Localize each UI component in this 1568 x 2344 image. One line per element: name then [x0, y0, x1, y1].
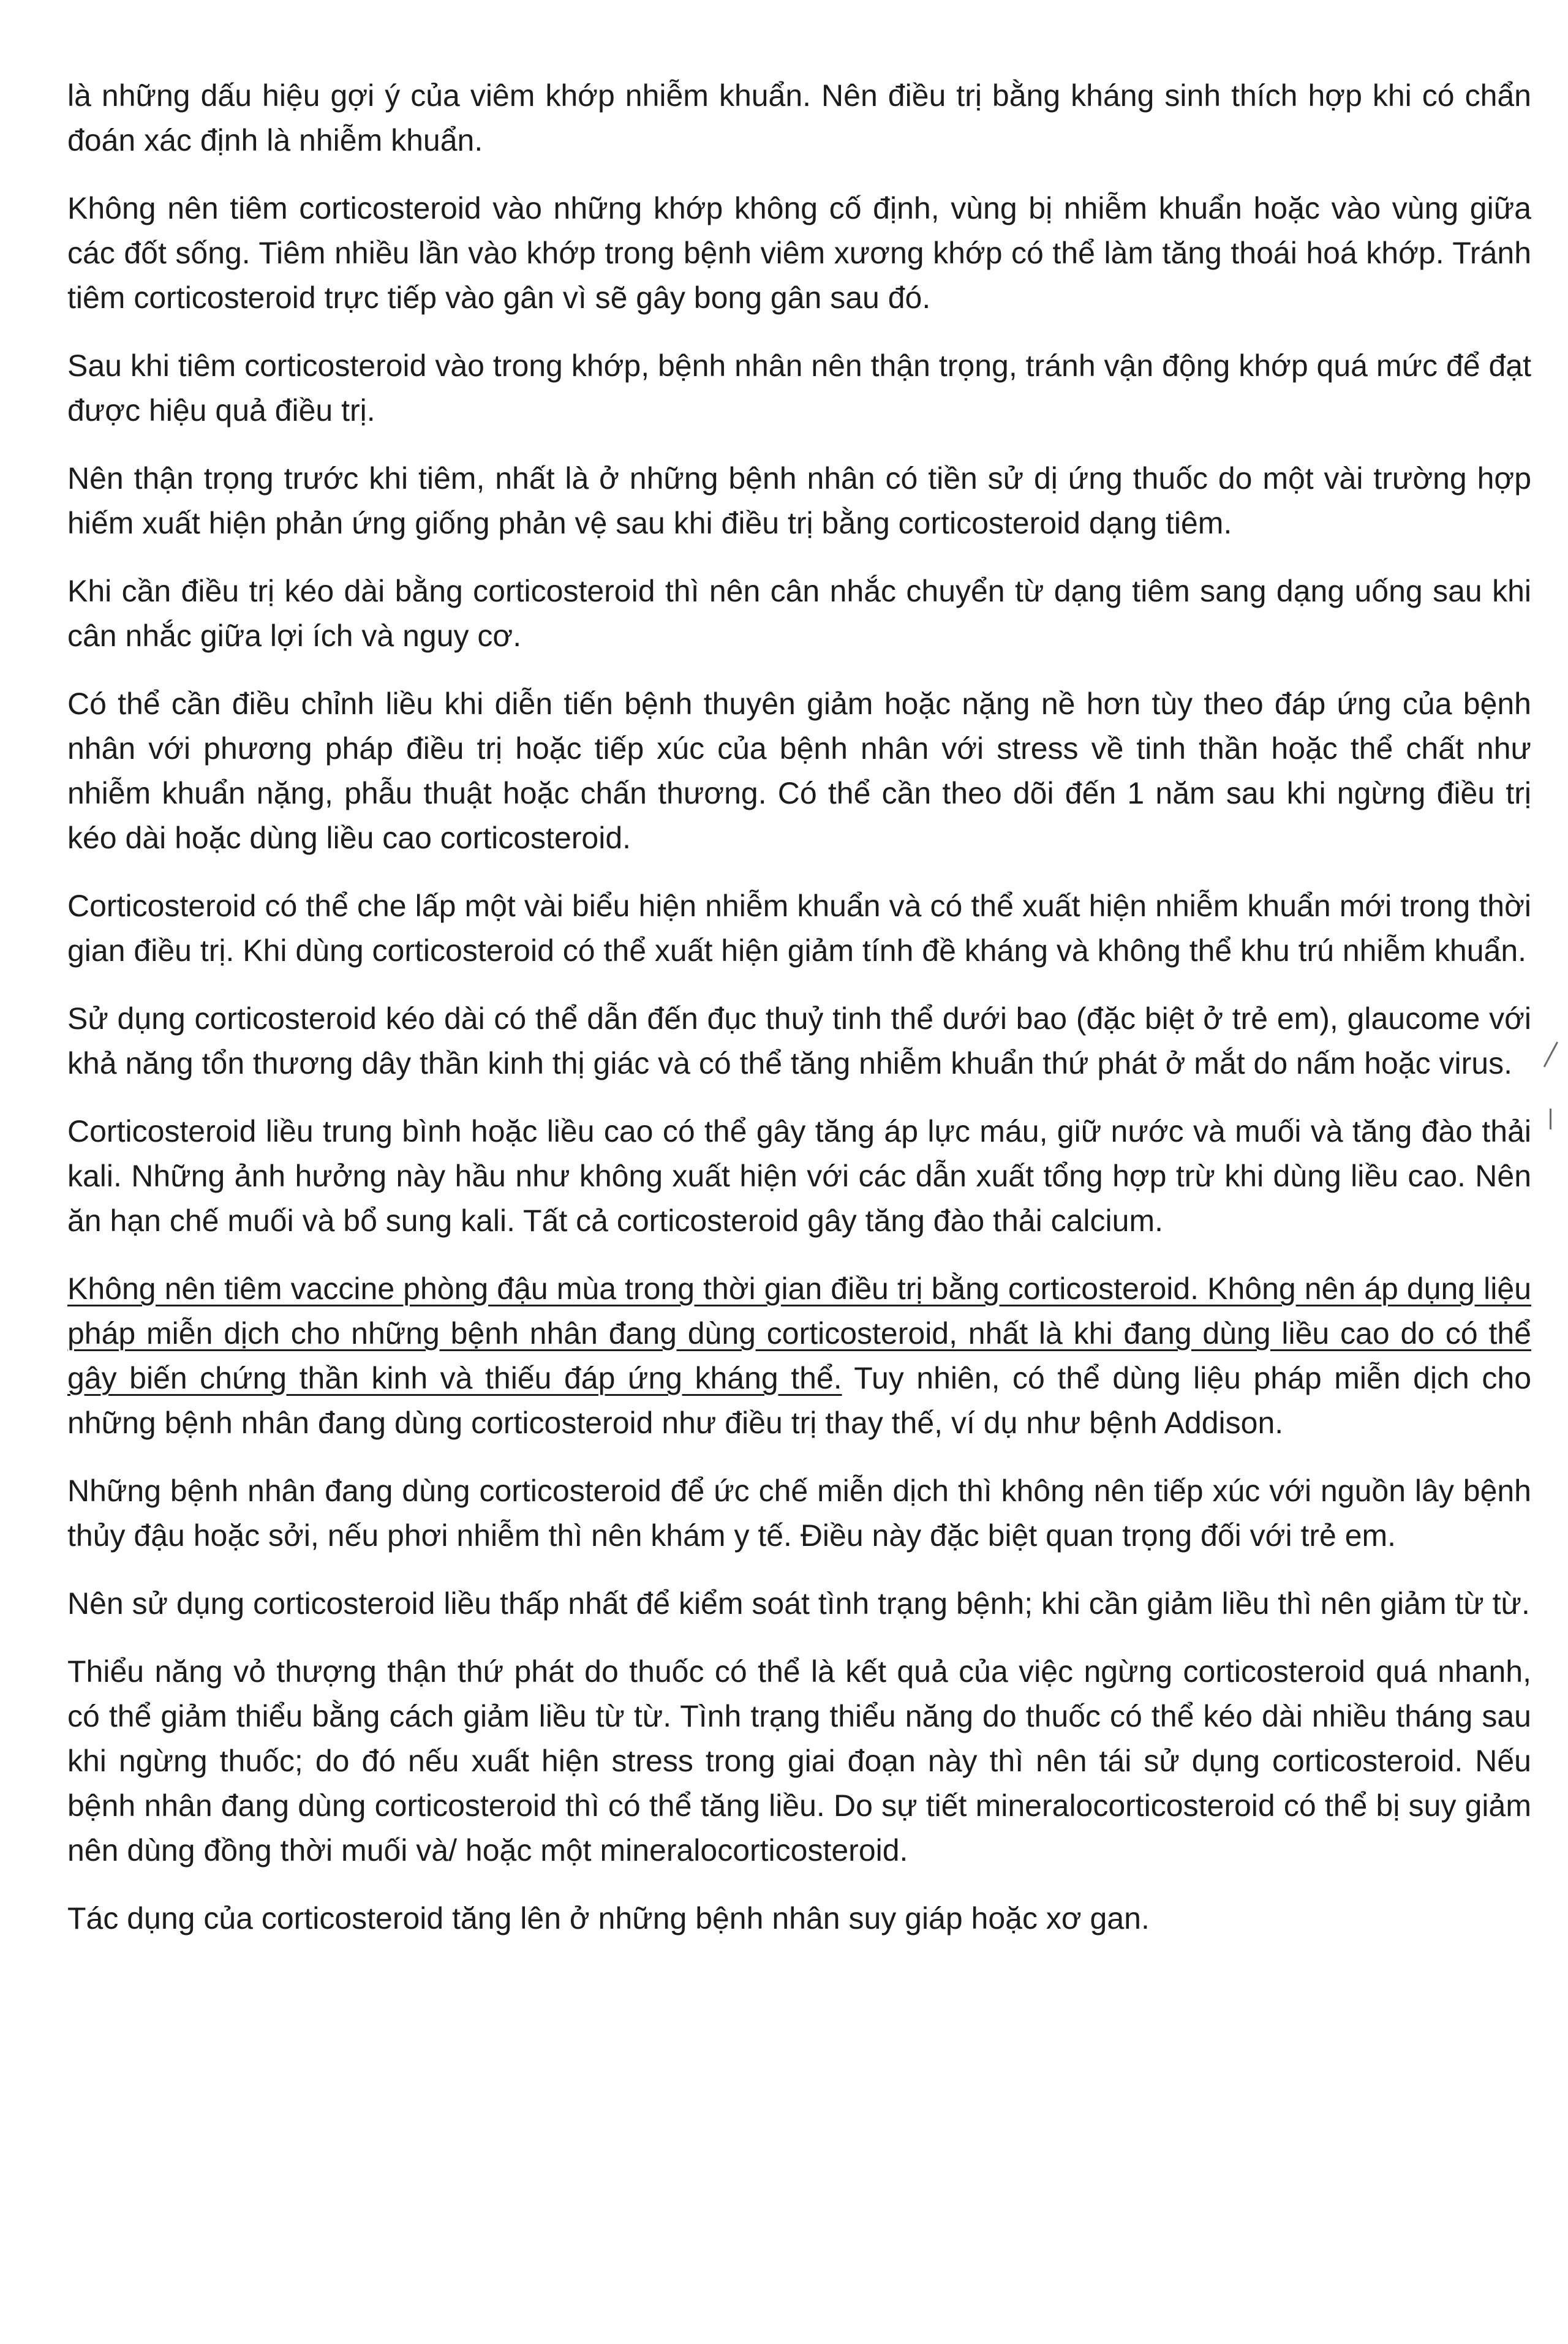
- paragraph-text: Corticosteroid có thể che lấp một vài biểu hiện nhiễm khuẩn và có thể xuất hiện nhiễm khuẩn mới trong thời gian điều trị. Khi dùng corticosteroid có thể xuất hiện giảm tính đề kháng và không thể khu trú nhiễm khuẩn.: [67, 889, 1531, 968]
- paragraph-text: là những dấu hiệu gợi ý của viêm khớp nhiễm khuẩn. Nên điều trị bằng kháng sinh thích hợp khi có chẩn đoán xác định là nhiễm khuẩn.: [67, 78, 1531, 157]
- paragraph-vaccination: [67, 1267, 1531, 1445]
- paragraph-fluid-electrolytes: [67, 1109, 1531, 1243]
- paragraph-text: Thiểu năng vỏ thượng thận thứ phát do thuốc có thể là kết quả của việc ngừng corticosteroid quá nhanh, có thể giảm thiểu bằng cách giảm liều từ từ. Tình trạng thiểu năng do thuốc có thể kéo dài nhiều tháng sau khi ngừng thuốc; do đó nếu xuất hiện stress trong giai đoạn này thì nên tái sử dụng corticosteroid. Nếu bệnh nhân đang dùng corticosteroid thì có thể tăng liều. Do sự tiết mineralocorticosteroid có thể bị suy giảm nên dùng đồng thời muối và/ hoặc một mineralocorticosteroid.: [67, 1654, 1531, 1867]
- paragraph-text: Tuy nhiên, có thể dùng liệu pháp miễn dịch cho những bệnh nhân đang dùng corticosteroid như điều trị thay thế, ví dụ như bệnh Addison.: [67, 1361, 1531, 1440]
- paragraph-lowest-dose: [67, 1581, 1531, 1626]
- paragraph-hypothyroid-cirrhosis: [67, 1896, 1531, 1941]
- paragraph-text: Sử dụng corticosteroid kéo dài có thể dẫn đến đục thuỷ tinh thể dưới bao (đặc biệt ở trẻ em), glaucome với khả năng tổn thương dây thần kinh thị giác và có thể tăng nhiễm khuẩn thứ phát ở mắt do nấm hoặc virus.: [67, 1001, 1531, 1080]
- paragraph-text: Corticosteroid liều trung bình hoặc liều cao có thể gây tăng áp lực máu, giữ nước và muối và tăng đào thải kali. Những ảnh hưởng này hầu như không xuất hiện với các dẫn xuất tổng hợp trừ khi dùng liều cao. Nên ăn hạn chế muối và bổ sung kali. Tất cả corticosteroid gây tăng đào thải calcium.: [67, 1114, 1531, 1238]
- paragraph-text: Không nên tiêm corticosteroid vào những khớp không cố định, vùng bị nhiễm khuẩn hoặc vào vùng giữa các đốt sống. Tiêm nhiều lần vào khớp trong bệnh viêm xương khớp có thể làm tăng thoái hoá khớp. Tránh tiêm corticosteroid trực tiếp vào gân vì sẽ gây bong gân sau đó.: [67, 191, 1531, 315]
- paragraph-text: Tác dụng của corticosteroid tăng lên ở những bệnh nhân suy giáp hoặc xơ gan.: [67, 1901, 1150, 1935]
- paragraph-dose-adjustment: [67, 682, 1531, 861]
- paragraph-allergy-caution: [67, 456, 1531, 546]
- paragraph-injection-sites: [67, 186, 1531, 320]
- paragraph-text: Nên sử dụng corticosteroid liều thấp nhất để kiểm soát tình trạng bệnh; khi cần giảm liều thì nên giảm từ từ.: [67, 1586, 1530, 1621]
- paragraph-ocular-effects: [67, 997, 1531, 1086]
- margin-pen-mark: [1544, 1042, 1562, 1069]
- paragraph-post-injection-care: [67, 344, 1531, 433]
- paragraph-text: Khi cần điều trị kéo dài bằng corticosteroid thì nên cân nhắc chuyển từ dạng tiêm sang dạng uống sau khi cân nhắc giữa lợi ích và nguy cơ.: [67, 574, 1531, 653]
- paragraph-infection-masking: [67, 884, 1531, 973]
- paragraph-prolonged-treatment: [67, 569, 1531, 658]
- paragraph-septic-arthritis: [67, 73, 1531, 163]
- paragraph-text: Những bệnh nhân đang dùng corticosteroid để ức chế miễn dịch thì không nên tiếp xúc với nguồn lây bệnh thủy đậu hoặc sởi, nếu phơi nhiễm thì nên khám y tế. Điều này đặc biệt quan trọng đối với trẻ em.: [67, 1474, 1531, 1553]
- paragraph-adrenal-insufficiency: [67, 1649, 1531, 1873]
- paragraph-text: Sau khi tiêm corticosteroid vào trong khớp, bệnh nhân nên thận trọng, tránh vận động khớp quá mức để đạt được hiệu quả điều trị.: [67, 349, 1531, 428]
- paragraph-text: Nên thận trọng trước khi tiêm, nhất là ở những bệnh nhân có tiền sử dị ứng thuốc do một vài trường hợp hiếm xuất hiện phản ứng giống phản vệ sau khi điều trị bằng corticosteroid dạng tiêm.: [67, 461, 1531, 540]
- paragraph-text: Có thể cần điều chỉnh liều khi diễn tiến bệnh thuyên giảm hoặc nặng nề hơn tùy theo đáp ứng của bệnh nhân với phương pháp điều trị hoặc tiếp xúc của bệnh nhân với stress về tinh thần hoặc thể chất như nhiễm khuẩn nặng, phẫu thuật hoặc chấn thương. Có thể cần theo dõi đến 1 năm sau khi ngừng điều trị kéo dài hoặc dùng liều cao corticosteroid.: [67, 687, 1531, 855]
- paragraph-exposure: [67, 1469, 1531, 1558]
- document-page: [67, 73, 1531, 1964]
- margin-pen-mark: [1550, 1109, 1555, 1129]
- underlined-text: Không nên tiêm vaccine phòng đậu mùa trong thời gian điều trị bằng corticosteroid. Không nên áp dụng liệu pháp miễn dịch cho những bệnh nhân đang dùng corticosteroid, nhất là khi đang dùng liều cao do có thể gây biến chứng thần kinh và thiếu đáp ứng kháng thể.: [67, 1272, 1531, 1395]
